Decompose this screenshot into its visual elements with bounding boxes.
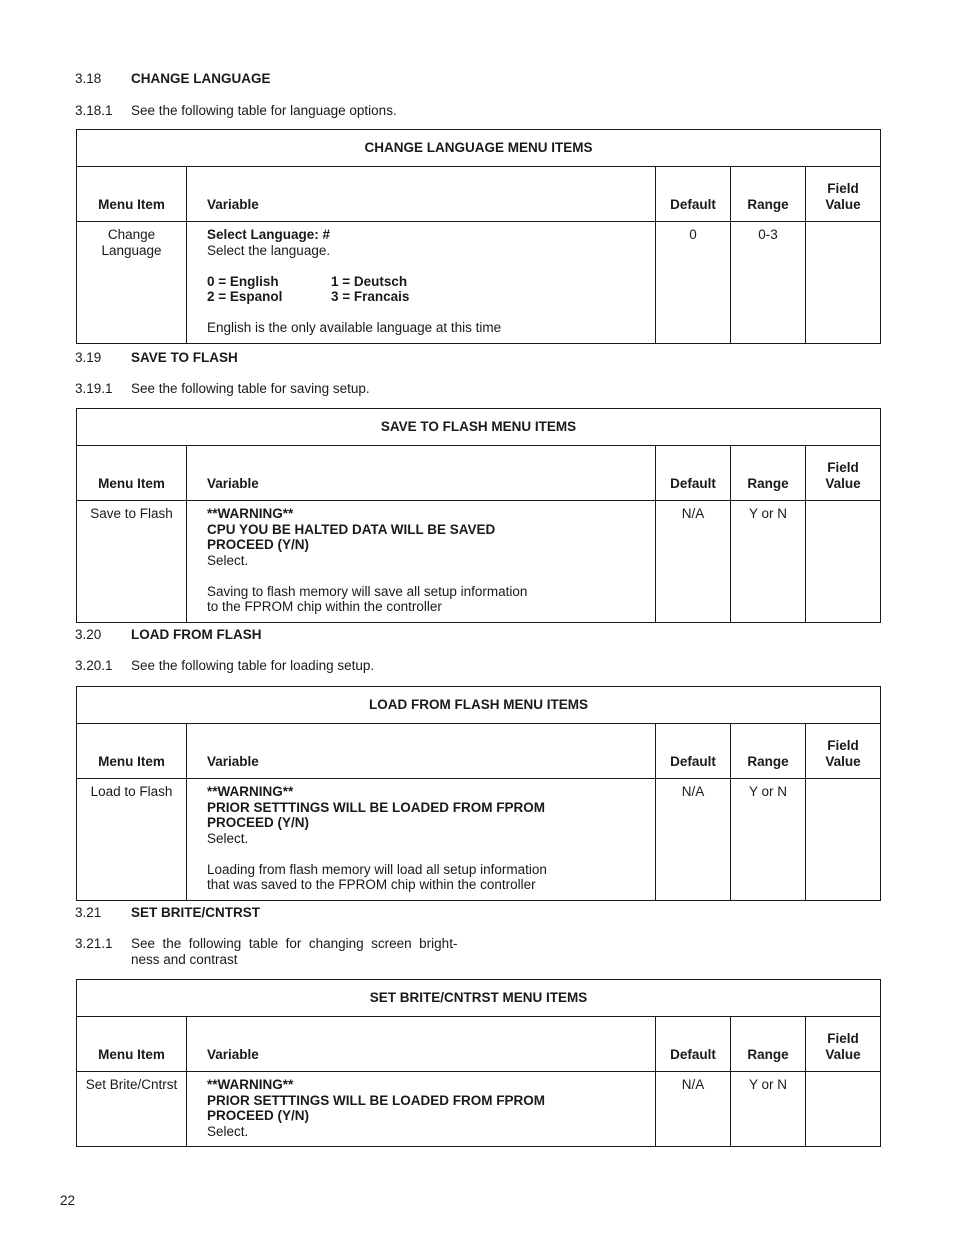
table-row <box>77 222 881 344</box>
page-number: 22 <box>60 1193 76 1208</box>
header-range: Range <box>731 724 806 779</box>
section-number: 3.18 <box>75 71 102 86</box>
language-option: 2 = Espanol <box>207 289 283 304</box>
cell-default: N/A <box>656 779 731 901</box>
language-option: 0 = English <box>207 273 279 289</box>
cell-variable: **WARNING** PRIOR SETTTINGS WILL BE LOADED FROM FPROM PROCEED (Y/N) Select. Loading from flash memory will load all setup information that was saved to the FPROM chip within the controller <box>187 779 656 901</box>
subsection-text: See the following table for loading setup. <box>131 658 375 673</box>
cell-default: N/A <box>656 1072 731 1147</box>
header-menu-item: Menu Item <box>77 446 187 501</box>
header-field-value: Field Value <box>806 167 881 222</box>
save-to-flash-table <box>76 408 881 623</box>
section-number: 3.20 <box>75 627 102 642</box>
subsection-text: See the following table for saving setup. <box>131 381 370 396</box>
subsection-number: 3.19.1 <box>75 381 113 396</box>
header-default: Default <box>656 167 731 222</box>
table-header-row <box>77 167 881 222</box>
header-variable: Variable <box>187 446 656 501</box>
change-language-table <box>76 129 881 344</box>
cell-menu-item: Set Brite/Cntrst <box>77 1072 187 1147</box>
header-menu-item: Menu Item <box>77 167 187 222</box>
table-row <box>77 779 881 901</box>
header-field-value: Field Value <box>806 446 881 501</box>
cell-variable: **WARNING** PRIOR SETTTINGS WILL BE LOADED FROM FPROM PROCEED (Y/N) Select. <box>187 1072 656 1147</box>
header-default: Default <box>656 446 731 501</box>
table-row <box>77 1072 881 1147</box>
table-row <box>77 501 881 623</box>
header-range: Range <box>731 167 806 222</box>
cell-range: Y or N <box>731 1072 806 1147</box>
header-default: Default <box>656 1017 731 1072</box>
language-option: 1 = Deutsch <box>331 273 408 289</box>
table-header-row <box>77 724 881 779</box>
table-title: SET BRITE/CNTRST MENU ITEMS <box>77 980 881 1017</box>
cell-menu-item: Load to Flash <box>77 779 187 901</box>
header-variable: Variable <box>187 167 656 222</box>
cell-range: 0-3 <box>731 222 806 344</box>
load-from-flash-table <box>76 686 881 901</box>
cell-menu-item: Save to Flash <box>77 501 187 623</box>
header-default: Default <box>656 724 731 779</box>
cell-default: N/A <box>656 501 731 623</box>
section-number: 3.21 <box>75 905 102 920</box>
subsection-text: See the following table for language options. <box>131 103 397 118</box>
table-title: LOAD FROM FLASH MENU ITEMS <box>77 687 881 724</box>
cell-field-value <box>806 501 881 623</box>
subsection-number: 3.18.1 <box>75 103 113 118</box>
table-header-row <box>77 1017 881 1072</box>
subsection-number: 3.20.1 <box>75 658 113 673</box>
header-field-value: Field Value <box>806 724 881 779</box>
section-title: SET BRITE/CNTRST <box>131 905 261 920</box>
header-variable: Variable <box>187 724 656 779</box>
cell-variable: **WARNING** CPU YOU BE HALTED DATA WILL BE SAVED PROCEED (Y/N) Select. Saving to flash memory will save all setup information to the FPROM chip within the controller <box>187 501 656 623</box>
section-title: SAVE TO FLASH <box>131 350 238 365</box>
language-option: 3 = Francais <box>331 289 410 304</box>
header-range: Range <box>731 1017 806 1072</box>
table-header-row <box>77 446 881 501</box>
header-menu-item: Menu Item <box>77 724 187 779</box>
table-title: CHANGE LANGUAGE MENU ITEMS <box>77 130 881 167</box>
subsection-3-21-1 <box>75 936 895 970</box>
cell-range: Y or N <box>731 501 806 623</box>
table-title: SAVE TO FLASH MENU ITEMS <box>77 409 881 446</box>
section-number: 3.19 <box>75 350 102 365</box>
section-title: LOAD FROM FLASH <box>131 627 262 642</box>
header-range: Range <box>731 446 806 501</box>
header-field-value: Field Value <box>806 1017 881 1072</box>
cell-field-value <box>806 1072 881 1147</box>
cell-field-value <box>806 779 881 901</box>
cell-variable: Select Language: # Select the language. 0 = English 1 = Deutsch 2 = Espanol 3 = Francais English is the only available language at this time <box>187 222 656 344</box>
subsection-number: 3.21.1 <box>75 936 113 951</box>
cell-default: 0 <box>656 222 731 344</box>
cell-field-value <box>806 222 881 344</box>
header-menu-item: Menu Item <box>77 1017 187 1072</box>
cell-range: Y or N <box>731 779 806 901</box>
cell-menu-item: Change Language <box>77 222 187 344</box>
header-variable: Variable <box>187 1017 656 1072</box>
subsection-text: See the following table for changing screen bright- ness and contrast <box>131 936 458 967</box>
section-title: CHANGE LANGUAGE <box>131 71 271 86</box>
set-brite-cntrst-table <box>76 979 881 1147</box>
